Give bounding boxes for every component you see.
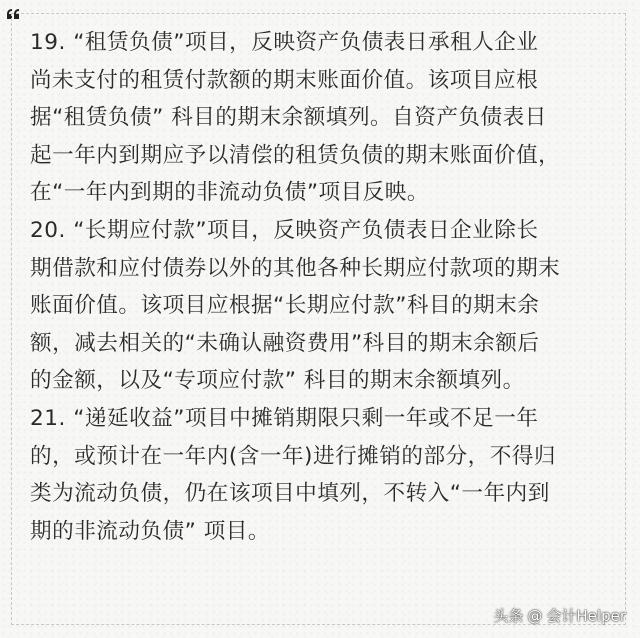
watermark [493, 605, 626, 626]
text-line: 在“一年内到期的非流动负债”项目反映。 [30, 180, 429, 206]
text-line: 期借款和应付债券以外的其他各种长期应付款项的期末 [30, 255, 561, 281]
text-line: 类为流动负债，仍在该项目中填列，不转入“一年内到 [30, 481, 550, 507]
text-line: 的，或预计在一年内(含一年)进行摊销的部分，不得归 [30, 443, 557, 469]
text-line: 据“租赁负债” 科目的期末余额填列。自资产负债表日 [30, 105, 547, 131]
text-line: 期的非流动负债” 项目。 [30, 518, 270, 544]
article-text [30, 24, 614, 550]
text-line: 21. “递延收益”项目中摊销期限只剩一年或不足一年 [30, 405, 539, 431]
watermark-account: 会计Helper [546, 607, 626, 625]
text-line: 账面价值。该项目应根据“长期应付款”科目的期末余 [30, 293, 540, 319]
text-line: 20. “长期应付款”项目，反映资产负债表日企业除长 [30, 217, 539, 243]
text-line: 的金额，以及“专项应付款” 科目的期末余额填列。 [30, 368, 525, 394]
text-line: 尚未支付的租赁付款额的期末账面价值。该项目应根 [30, 67, 539, 93]
watermark-source: 头条 [493, 607, 524, 625]
text-line: 额，减去相关的“未确认融资费用”科目的期末余额后 [30, 330, 540, 356]
text-line: 起一年内到期应予以清偿的租赁负债的期末账面价值， [30, 142, 561, 168]
at-sign-icon: @ [527, 606, 543, 625]
text-line: 19. “租赁负债”项目，反映资产负债表日承租人企业 [30, 30, 539, 55]
